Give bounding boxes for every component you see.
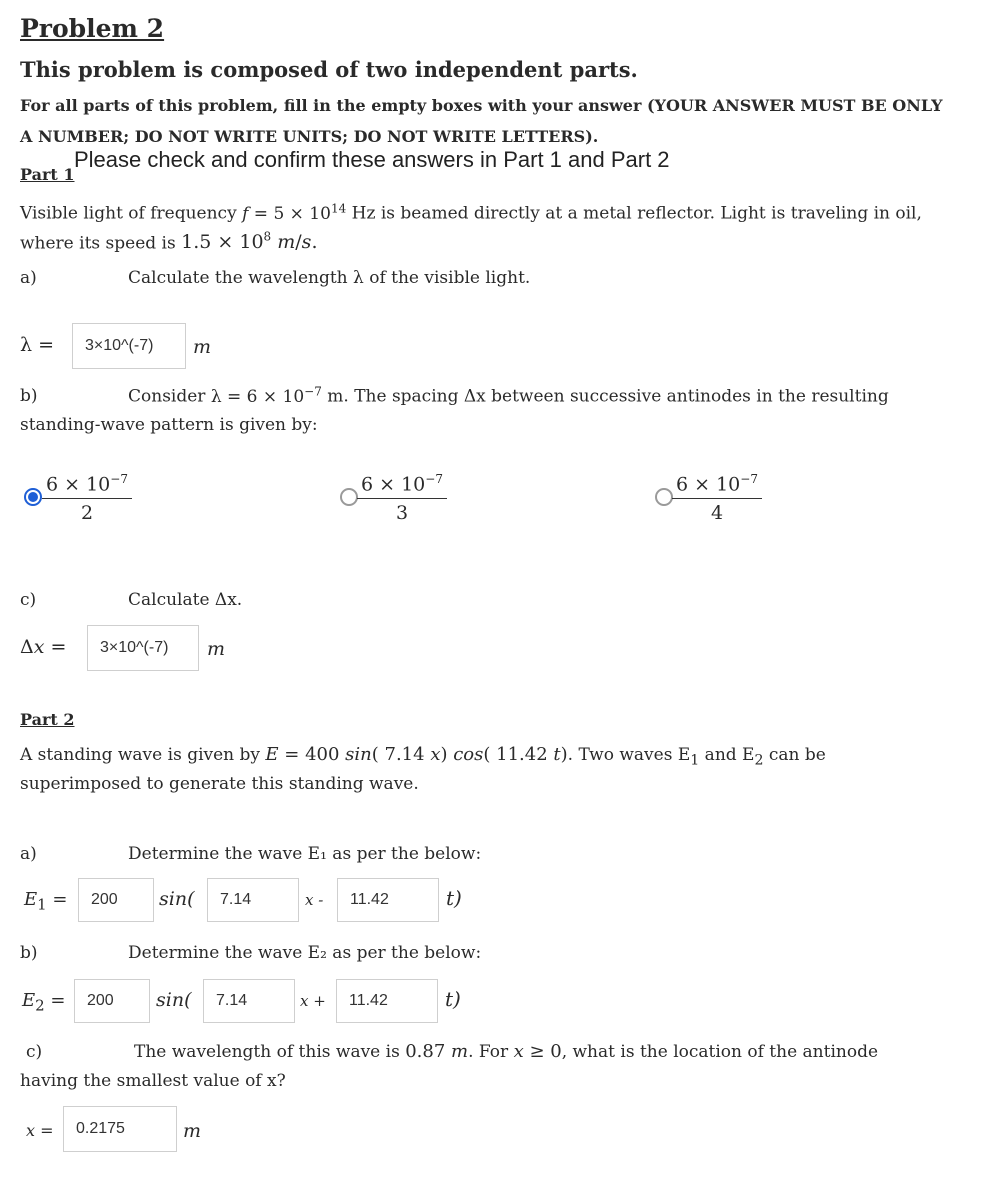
part1-label: Part 1 [20, 165, 75, 184]
wavelength-answer-box[interactable]: 3×10^(-7) [72, 323, 186, 369]
part2-intro-line-2: superimposed to generate this standing wave. [20, 774, 419, 794]
part2-b-question: Determine the wave E₂ as per the below: [128, 943, 482, 963]
wavelength-unit: m [193, 336, 212, 358]
part2-c-question-line-1: The wavelength of this wave is 0.87 m. For x ≥ 0, what is the location of the antinode [134, 1041, 879, 1062]
e2-amplitude-box[interactable]: 200 [74, 979, 150, 1023]
instructions-line-1: For all parts of this problem, fill in the empty boxes with your answer (YOUR ANSWER MUST BE ONLY [20, 96, 943, 115]
lambda-equals-label: λ = [20, 334, 55, 356]
option-1-radio[interactable] [24, 488, 42, 506]
e1-x-sign: x - [305, 891, 324, 909]
e2-t-close: t) [445, 987, 461, 1011]
part2-c-label: c) [26, 1042, 43, 1062]
part1-b-label: b) [20, 386, 38, 406]
antinode-answer-box[interactable]: 0.2175 [63, 1106, 177, 1152]
e1-amplitude-box[interactable]: 200 [78, 878, 154, 922]
part1-intro-line-2: where its speed is $1.5 \times 10^8$ m/s. [20, 230, 318, 254]
e1-omega-box[interactable]: 11.42 [337, 878, 439, 922]
part2-a-question: Determine the wave E₁ as per the below: [128, 844, 482, 864]
e1-k-box[interactable]: 7.14 [207, 878, 299, 922]
part2-b-label: b) [20, 943, 38, 963]
option-2-radio[interactable] [340, 488, 358, 506]
confirm-note: Please check and confirm these answers in Part 1 and Part 2 [74, 147, 670, 172]
option-3-radio[interactable] [655, 488, 673, 506]
problem-title: Problem 2 [20, 14, 165, 43]
part1-b-question-line-1: Consider $\lambda = 6 \times 10^{-7}$ m. The spacing Δx between successive antinodes in the resulting [128, 384, 889, 407]
e2-equals-label: $E_2$ = [22, 990, 66, 1015]
x-equals-label: x = [26, 1121, 54, 1140]
part1-a-label: a) [20, 268, 37, 288]
part1-intro-line-1: Visible light of frequency $f = 5 \times 10^{14}$ Hz is beamed directly at a metal reflector. Light is traveling in oil, [20, 201, 922, 224]
e2-omega-box[interactable]: 11.42 [336, 979, 438, 1023]
part2-c-question-line-2: having the smallest value of x? [20, 1071, 286, 1091]
delta-x-answer-box[interactable]: 3×10^(-7) [87, 625, 199, 671]
e2-x-sign: x + [300, 992, 326, 1010]
part2-intro-line-1: A standing wave is given by E = 400 sin( 7.14 x) cos( 11.42 t). Two waves $E_1$ and $E_2$ can be [20, 744, 826, 769]
delta-x-equals-label: Δx = [20, 636, 67, 658]
part1-c-question: Calculate Δx. [128, 590, 243, 610]
instructions-line-2: A NUMBER; DO NOT WRITE UNITS; DO NOT WRITE LETTERS). [20, 127, 599, 146]
e1-t-close: t) [446, 886, 462, 910]
option-3-fraction: $\frac{6 \times 10^{-7}}{4}$ [672, 472, 762, 524]
antinode-unit: m [183, 1120, 202, 1142]
e1-sin-label: sin( [159, 888, 195, 910]
part1-c-label: c) [20, 590, 37, 610]
part2-label: Part 2 [20, 710, 75, 729]
part1-b-question-line-2: standing-wave pattern is given by: [20, 415, 318, 435]
option-1-fraction: $\frac{6 \times 10^{-7}}{2}$ [42, 472, 132, 524]
part1-a-question: Calculate the wavelength λ of the visible light. [128, 268, 531, 288]
problem-subtitle: This problem is composed of two independent parts. [20, 57, 638, 82]
e2-k-box[interactable]: 7.14 [203, 979, 295, 1023]
part2-a-label: a) [20, 844, 37, 864]
option-2-fraction: $\frac{6 \times 10^{-7}}{3}$ [357, 472, 447, 524]
e2-sin-label: sin( [156, 989, 192, 1011]
delta-x-unit: m [207, 638, 226, 660]
e1-equals-label: $E_1$ = [24, 889, 68, 914]
